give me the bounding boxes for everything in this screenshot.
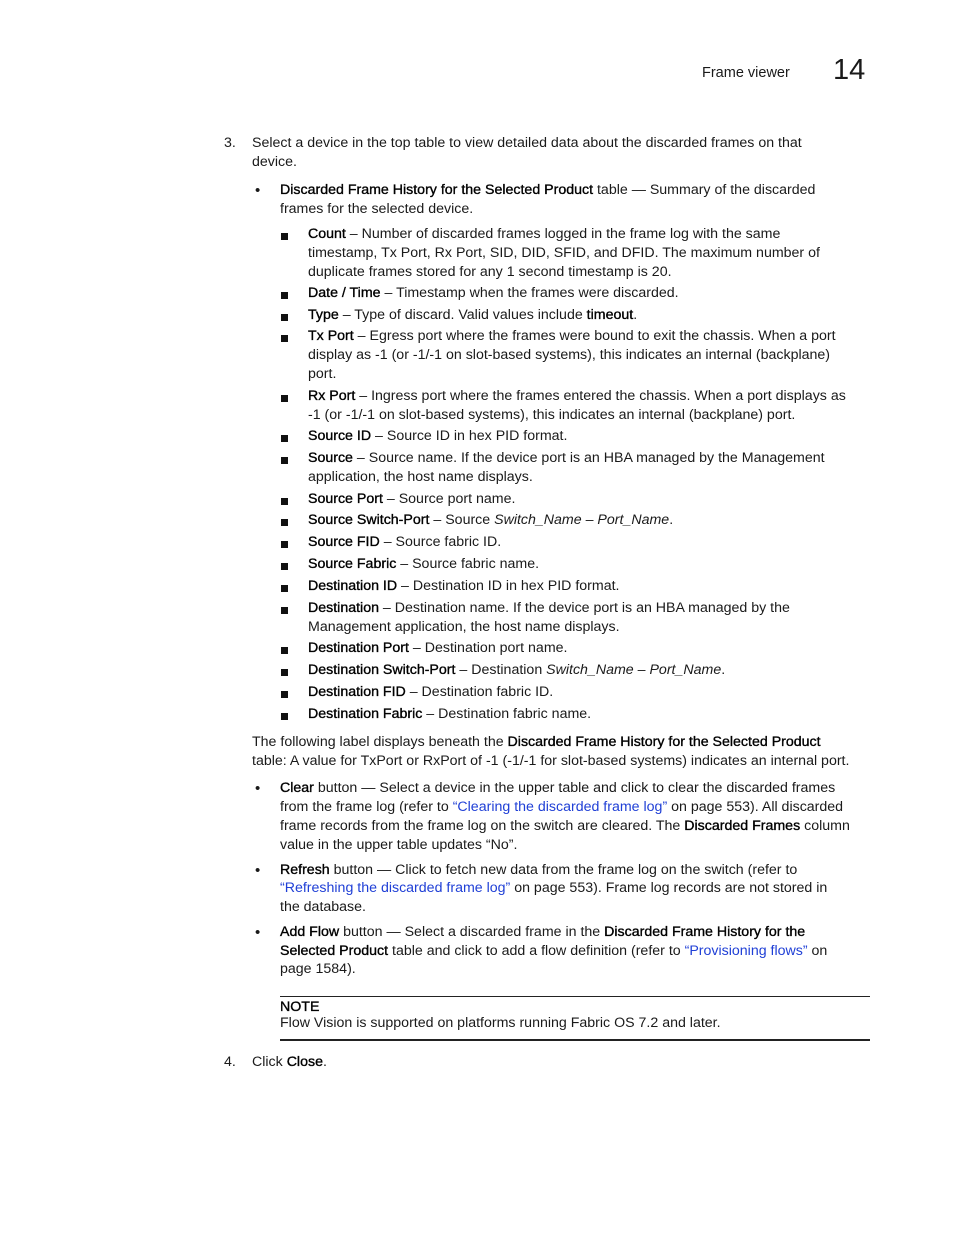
column-description-item: Destination FID – Destination fabric ID. [308, 684, 554, 700]
column-term: Source Port [308, 491, 383, 507]
square-bullet-icon [281, 292, 288, 299]
column-description-item: Destination – Destination name. If the device port is an HBA managed by the [308, 600, 790, 616]
history-table-name: Discarded Frame History for the Selected Product [280, 182, 594, 198]
add-flow-button-description-cont: page 1584). [280, 961, 356, 977]
clear-button-description: Clear button — Select a device in the upper table and click to clear the discarded frames [280, 780, 836, 796]
column-description-cont: Management application, the host name displays. [308, 619, 620, 635]
column-description-item: Source Port – Source port name. [308, 491, 516, 507]
column-description-item: Source FID – Source fabric ID. [308, 534, 502, 550]
bullet-icon: • [255, 924, 261, 941]
square-bullet-icon [281, 669, 288, 676]
refreshing-discarded-frame-log-link[interactable]: “Refreshing the discarded frame log” [280, 880, 511, 896]
column-description-item: Source ID – Source ID in hex PID format. [308, 428, 568, 444]
square-bullet-icon [281, 519, 288, 526]
column-term: Destination Port [308, 640, 409, 656]
history-table-description: Discarded Frame History for the Selected Product table — Summary of the discarded [280, 182, 816, 198]
column-description-item: Type – Type of discard. Valid values include timeout. [308, 307, 638, 323]
square-bullet-icon [281, 713, 288, 720]
note-bottom-rule [280, 1039, 870, 1041]
square-bullet-icon [281, 691, 288, 698]
column-description-item: Destination Switch-Port – Destination Switch_Name – Port_Name. [308, 662, 726, 678]
column-term: Source Fabric [308, 556, 397, 572]
column-term: Source ID [308, 428, 372, 444]
column-description-item: Destination ID – Destination ID in hex PID format. [308, 578, 620, 594]
column-description-cont: display as -1 (or -1/-1 on slot-based systems), this indicates an internal (backplane) [308, 347, 831, 363]
square-bullet-icon [281, 647, 288, 654]
square-bullet-icon [281, 335, 288, 342]
square-bullet-icon [281, 435, 288, 442]
square-bullet-icon [281, 395, 288, 402]
column-description-cont: application, the host name displays. [308, 469, 533, 485]
column-term: Destination Switch-Port [308, 662, 456, 678]
square-bullet-icon [281, 563, 288, 570]
bullet-icon: • [255, 862, 261, 879]
add-flow-button-description-cont: Selected Product table and click to add a flow definition (refer to “Provisioning flows” on [280, 943, 828, 959]
column-term: Destination ID [308, 578, 398, 594]
history-table-description-cont: frames for the selected device. [280, 201, 474, 217]
column-description-item: Destination Fabric – Destination fabric name. [308, 706, 592, 722]
column-term: Tx Port [308, 328, 354, 344]
step-number: 4. [224, 1054, 236, 1070]
square-bullet-icon [281, 607, 288, 614]
refresh-button-description-cont: the database. [280, 899, 366, 915]
square-bullet-icon [281, 498, 288, 505]
column-description-item: Rx Port – Ingress port where the frames entered the chassis. When a port displays as [308, 388, 846, 404]
column-term: Destination FID [308, 684, 406, 700]
label-paragraph: The following label displays beneath the Discarded Frame History for the Selected Product [252, 734, 821, 750]
square-bullet-icon [281, 314, 288, 321]
square-bullet-icon [281, 585, 288, 592]
column-description-cont: port. [308, 366, 337, 382]
step-text-line: Select a device in the top table to view detailed data about the discarded frames on that [252, 135, 802, 151]
column-term: Count [308, 226, 346, 242]
column-term: Date / Time [308, 285, 381, 301]
clear-button-description-cont: from the frame log (refer to “Clearing the discarded frame log” on page 553). All discarded [280, 799, 844, 815]
close-button-reference: Close [286, 1054, 323, 1070]
column-term: Destination [308, 600, 379, 616]
column-description-item: Tx Port – Egress port where the frames were bound to exit the chassis. When a port [308, 328, 836, 344]
column-description-cont: timestamp, Tx Port, Rx Port, SID, DID, SFID, and DFID. The maximum number of [308, 245, 820, 261]
step-text-line: Click Close. [252, 1054, 327, 1070]
square-bullet-icon [281, 457, 288, 464]
refresh-button-description-cont: “Refreshing the discarded frame log” on page 553). Frame log records are not stored in [280, 880, 828, 896]
note-top-rule [280, 996, 870, 997]
step-text-line: device. [252, 154, 297, 170]
column-description-item: Source Fabric – Source fabric name. [308, 556, 540, 572]
column-term: Rx Port [308, 388, 356, 404]
label-paragraph-cont: table: A value for TxPort or RxPort of -1 (-1/-1 for slot-based systems) indicates an internal port. [252, 753, 850, 769]
column-description-cont: duplicate frames stored for any 1 second timestamp is 20. [308, 264, 672, 280]
clear-button-description-cont: frame records from the frame log on the switch are cleared. The Discarded Frames column [280, 818, 850, 834]
column-term: Type [308, 307, 339, 323]
step-number: 3. [224, 135, 236, 151]
clear-button-description-cont: value in the upper table updates “No”. [280, 837, 518, 853]
column-term: Source Switch-Port [308, 512, 430, 528]
clearing-discarded-frame-log-link[interactable]: “Clearing the discarded frame log” [452, 799, 668, 815]
column-description-item: Source Switch-Port – Source Switch_Name – Port_Name. [308, 512, 674, 528]
square-bullet-icon [281, 233, 288, 240]
note-title: NOTE [280, 999, 320, 1015]
column-description-item: Destination Port – Destination port name. [308, 640, 568, 656]
column-term: Source [308, 450, 353, 466]
refresh-button-description: Refresh button — Click to fetch new data from the frame log on the switch (refer to [280, 862, 798, 878]
column-description-item: Date / Time – Timestamp when the frames were discarded. [308, 285, 679, 301]
column-term: Source FID [308, 534, 380, 550]
bullet-icon: • [255, 182, 261, 199]
column-description-item: Source – Source name. If the device port is an HBA managed by the Management [308, 450, 825, 466]
note-text: Flow Vision is supported on platforms running Fabric OS 7.2 and later. [280, 1015, 721, 1031]
square-bullet-icon [281, 541, 288, 548]
bullet-icon: • [255, 780, 261, 797]
running-header-section: Frame viewer [702, 65, 790, 81]
column-description-item: Count – Number of discarded frames logged in the frame log with the same [308, 226, 781, 242]
chapter-number: 14 [833, 54, 866, 86]
add-flow-button-description: Add Flow button — Select a discarded frame in the Discarded Frame History for the [280, 924, 806, 940]
provisioning-flows-link[interactable]: “Provisioning flows” [684, 943, 808, 959]
column-term: Destination Fabric [308, 706, 423, 722]
column-description-cont: -1 (or -1/-1 on slot-based systems), this indicates an internal (backplane) port. [308, 407, 796, 423]
